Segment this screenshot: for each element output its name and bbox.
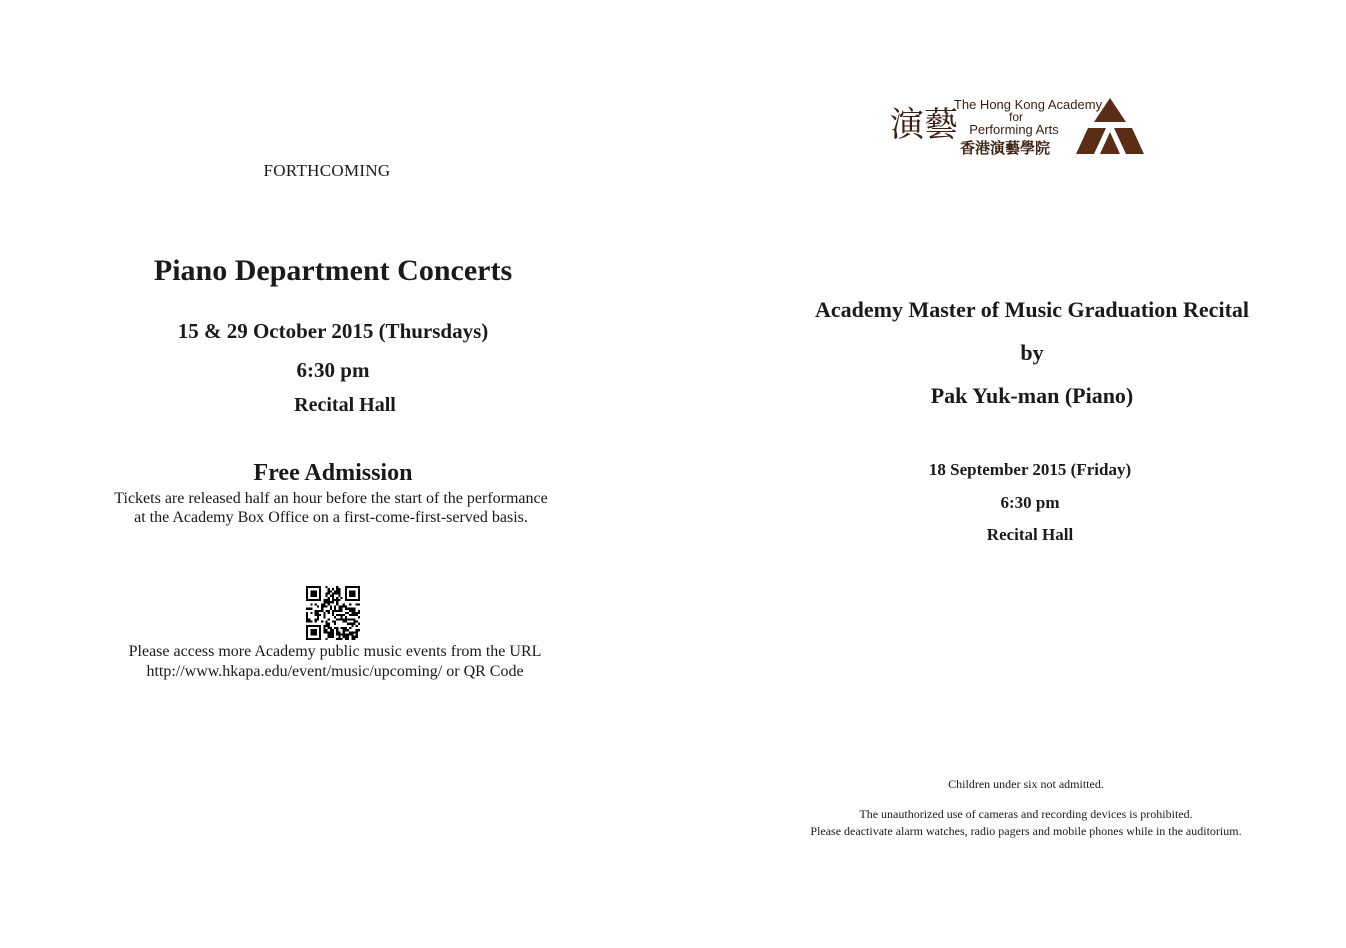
recital-date: 18 September 2015 (Friday): [928, 460, 1132, 479]
logo-name-line: for: [1008, 110, 1024, 124]
logo-name-chinese: 香港演藝學院: [960, 139, 1051, 157]
recital-venue: Recital Hall: [986, 525, 1074, 544]
more-events-text: Please access more Academy public music events from the URL: [128, 643, 542, 660]
concert-time: 6:30 pm: [296, 358, 370, 382]
recital-performer: Pak Yuk-man (Piano): [930, 383, 1134, 408]
recital-title: Academy Master of Music Graduation Recital: [814, 297, 1250, 322]
forthcoming-label: FORTHCOMING: [263, 161, 391, 180]
qr-code-icon: [306, 586, 360, 640]
notice-cameras: The unauthorized use of cameras and recording devices is prohibited.: [859, 807, 1193, 821]
right-page: [673, 0, 1346, 948]
hkapa-logo: [888, 92, 1148, 162]
logo-calligraphy: 演藝: [890, 105, 958, 145]
logo-name-line: The Hong Kong Academy: [953, 97, 1103, 112]
concert-date: 15 & 29 October 2015 (Thursdays): [177, 319, 489, 343]
notice-children: Children under six not admitted.: [948, 777, 1104, 791]
notice-alarms: Please deactivate alarm watches, radio pagers and mobile phones while in the auditorium.: [810, 824, 1242, 838]
tickets-info-line: Tickets are released half an hour before the start of the performance: [114, 490, 548, 507]
concert-venue: Recital Hall: [294, 394, 396, 416]
concerts-title: Piano Department Concerts: [153, 254, 513, 287]
tickets-info-line: at the Academy Box Office on a first-come-first-served basis.: [134, 509, 528, 526]
free-admission-heading: Free Admission: [253, 460, 413, 486]
recital-time: 6:30 pm: [1000, 493, 1060, 512]
logo-name-line: Performing Arts: [969, 122, 1059, 137]
recital-by: by: [1020, 340, 1044, 365]
events-url-link[interactable]: http://www.hkapa.edu/event/music/upcoming/ or QR Code: [146, 663, 524, 680]
